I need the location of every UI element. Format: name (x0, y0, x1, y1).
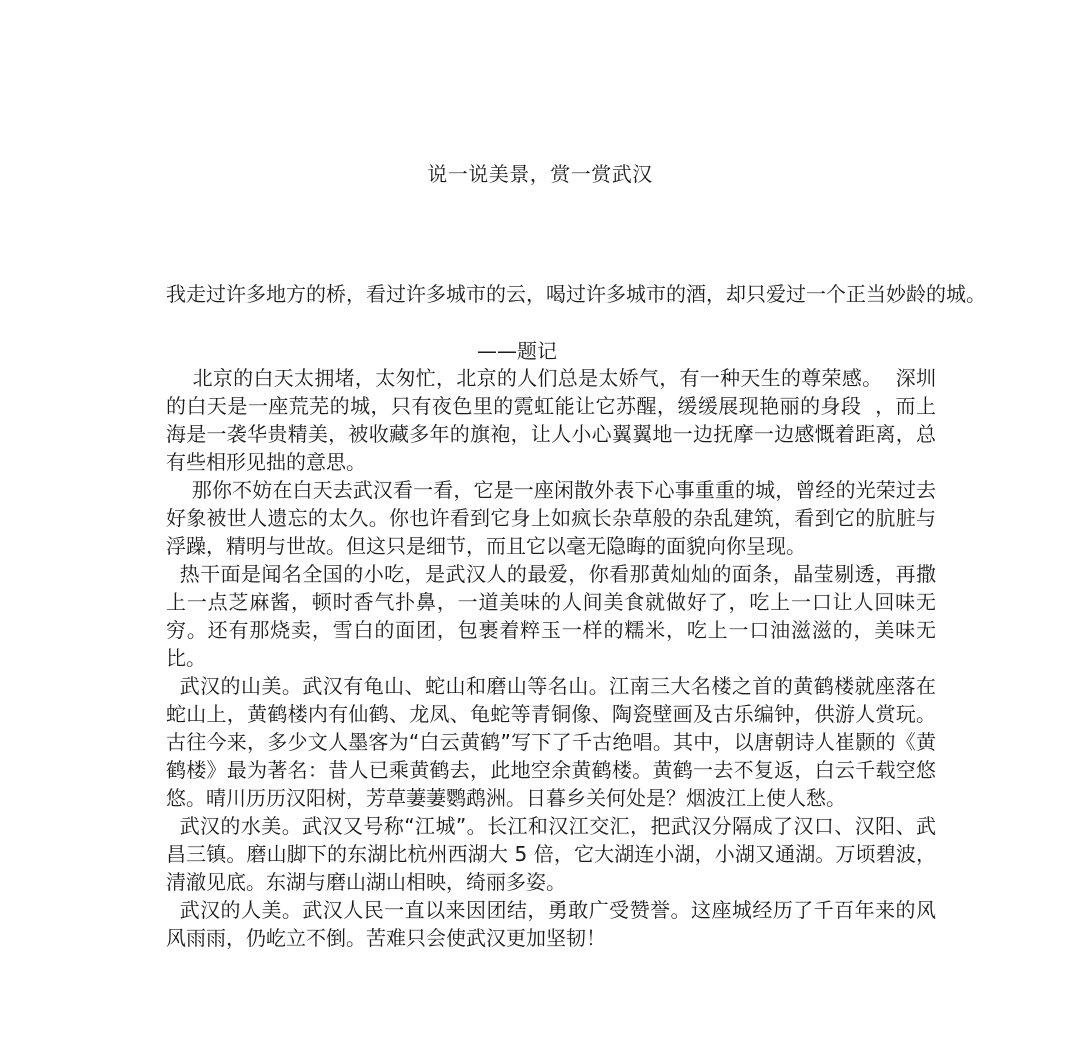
paragraph-cities: 北京的白天太拥堵，太匆忙，北京的人们总是太娇气，有一种天生的尊荣感。 深圳的白天是一座荒芜的城，只有夜色里的霓虹能让它苏醒，缓缓展现艳丽的身段 ，而上海是一袭华贵精美，被收藏多年的旗袍，让人小心翼翼地一边抚摩一边感慨着距离，总有些相形见拙的意思。 (166, 366, 936, 474)
paragraph-wuhan-intro: 那你不妨在白天去武汉看一看，它是一座闲散外表下心事重重的城，曾经的光荣过去好象被世人遗忘的太久。你也许看到它身上如疯长杂草般的杂乱建筑，看到它的肮脏与浮躁，精明与世故。但这只是细节，而且它以毫无隐晦的面貌向你呈现。 (166, 478, 936, 558)
body-text (166, 364, 936, 952)
document-title: 说一说美景，赏一赏武汉 (427, 162, 653, 186)
epigraph: 我走过许多地方的桥，看过许多城市的云，喝过许多城市的酒，却只爱过一个正当妙龄的城。 (166, 282, 986, 306)
epigraph-byline: ——题记 (477, 339, 557, 363)
paragraph-people: 武汉的人美。武汉人民一直以来因团结，勇敢广受赞誉。这座城经历了千百年来的风风雨雨，仍屹立不倒。苦难只会使武汉更加坚韧！ (166, 898, 936, 950)
paragraph-food: 热干面是闻名全国的小吃，是武汉人的最爱，你看那黄灿灿的面条，晶莹剔透，再撒上一点芝麻酱，顿时香气扑鼻，一道美味的人间美食就做好了，吃上一口让人回味无穷。还有那烧卖，雪白的面团，包裹着粹玉一样的糯米，吃上一口油滋滋的，美味无比。 (166, 562, 936, 670)
paragraph-mountains: 武汉的山美。武汉有龟山、蛇山和磨山等名山。江南三大名楼之首的黄鹤楼就座落在蛇山上，黄鹤楼内有仙鹤、龙凤、龟蛇等青铜像、陶瓷壁画及古乐编钟，供游人赏玩。古往今来，多少文人墨客为“白云黄鹤”写下了千古绝唱。其中，以唐朝诗人崔颢的《黄鹤楼》最为著名：昔人已乘黄鹤去，此地空余黄鹤楼。黄鹤一去不复返，白云千载空悠悠。晴川历历汉阳树，芳草萋萋鹦鹉洲。日暮乡关何处是？烟波江上使人愁。 (166, 674, 936, 810)
paragraph-water: 武汉的水美。武汉又号称“江城”。长江和汉江交汇，把武汉分隔成了汉口、汉阳、武昌三镇。磨山脚下的东湖比杭州西湖大 5 倍，它大湖连小湖，小湖又通湖。万顷碧波，清澈见底。东湖与磨山湖山相映，绮丽多姿。 (166, 814, 936, 894)
